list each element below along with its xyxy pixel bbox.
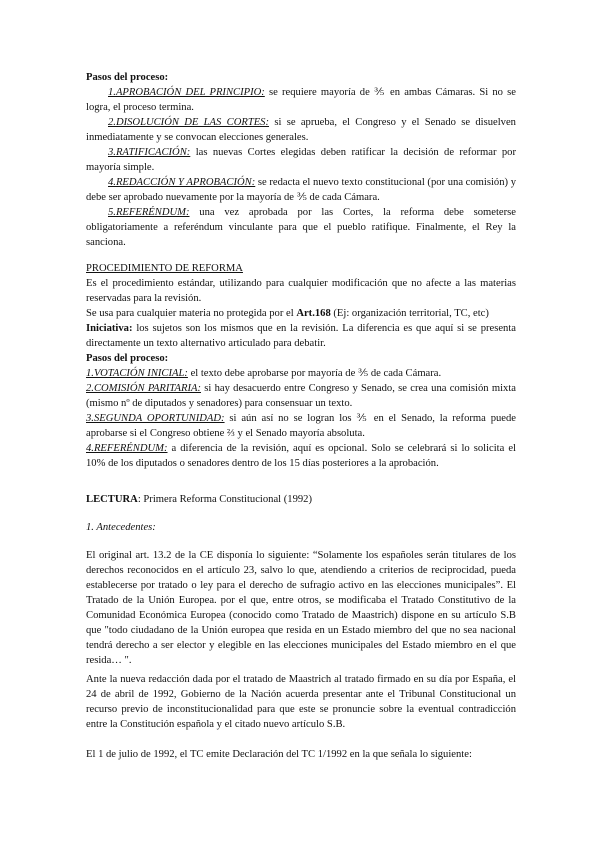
- lectura-paragraph: Ante la nueva redacción dada por el tratado de Maastrich al tratado firmado en su día por España, el 24 de abril de 1992, Gobierno de la Nación acuerda presentar ante el Tribunal Constitucional un recurso previo de inconstitucionalidad para que este se pronuncie sobre la eventual contradicción entre la Constitución española y el citado nuevo artículo S.B.: [86, 674, 516, 730]
- procedimiento-steps-heading: Pasos del proceso:: [86, 353, 169, 364]
- procedimiento-heading: PROCEDIMIENTO DE REFORMA: [86, 263, 243, 274]
- steps1-heading: Pasos del proceso:: [86, 72, 169, 83]
- steps1-item: 1.APROBACIÓN DEL PRINCIPIO: se requiere mayoría de ⅗ en ambas Cámaras. Si no se logra, el proceso termina.: [86, 87, 516, 113]
- procedimiento-intro: Es el procedimiento estándar, utilizando para cualquier modificación que no afecte a las materias reservadas para la revisión.: [86, 278, 516, 304]
- procedimiento-usage: Se usa para cualquier materia no protegida por el Art.168 (Ej: organización territorial, TC, etc): [86, 308, 489, 319]
- lectura-paragraph: El 1 de julio de 1992, el TC emite Declaración del TC 1/1992 en la que señala lo siguiente:: [86, 749, 472, 760]
- steps1-item: 5.REFERÉNDUM: una vez aprobada por las Cortes, la reforma debe someterse obligatoriamente a referéndum vinculante para que el pueblo ratifique. Finalmente, el Rey la sanciona.: [86, 207, 516, 248]
- procedimiento-step: 1.VOTACIÓN INICIAL: el texto debe aprobarse por mayoría de ⅗ de cada Cámara.: [86, 368, 442, 379]
- procedimiento-iniciativa: Iniciativa: los sujetos son los mismos que en la revisión. La diferencia es que aquí si se presenta directamente un texto alternativo articulado para debatir.: [86, 323, 516, 349]
- steps1-item: 3.RATIFICACIÓN: las nuevas Cortes elegidas deben ratificar la decisión de reformar por mayoría simple.: [86, 147, 516, 173]
- steps1-item: 2.DISOLUCIÓN DE LAS CORTES: si se aprueba, el Congreso y el Senado se disuelven inmediatamente y se convocan elecciones generales.: [86, 117, 516, 143]
- procedimiento-step: 4.REFERÉNDUM: a diferencia de la revisión, aquí es opcional. Solo se celebrará si lo solicita el 10% de los diputados o senadores dentro de los 15 días posteriores a la aprobación.: [86, 443, 516, 469]
- lectura-section: 1. Antecedentes:: [86, 522, 156, 533]
- procedimiento-step: 3.SEGUNDA OPORTUNIDAD: si aún así no se logran los ⅗ en el Senado, la reforma puede aprobarse si el Congreso obtiene ⅔ y el Senado mayoría absoluta.: [86, 413, 516, 439]
- procedimiento-step: 2.COMISIÓN PARITARIA: si hay desacuerdo entre Congreso y Senado, se crea una comisión mixta (mismo nº de diputados y senadores) para consensuar un texto.: [86, 383, 516, 409]
- lectura-title: LECTURA: Primera Reforma Constitucional (1992): [86, 494, 312, 505]
- steps1-item: 4.REDACCIÓN Y APROBACIÓN: se redacta el nuevo texto constitucional (por una comisión) y debe ser aprobado nuevamente por la mayoría de ⅗ de cada Cámara.: [86, 177, 516, 203]
- lectura-paragraph: El original art. 13.2 de la CE disponía lo siguiente: “Solamente los españoles serán titulares de los derechos reconocidos en el artículo 23, salvo lo que, atendiendo a criterios de reciprocidad, pueda establecerse por tratado o ley para el derecho de sufragio activo en las elecciones municipales”. El Tratado de la Unión Europea. por el que, entre otros, se modificaba el Tratado Constitutivo de la Comunidad Económica Europea (conocido como Tratado de Maastrich) dispone en su artículo S.B que "todo ciudadano de la Unión europea que resida en un Estado miembro del que no sea nacional tendrá derecho a ser elector y elegible en las elecciones municipales del Estado miembro en el que resida… ".: [86, 550, 516, 666]
